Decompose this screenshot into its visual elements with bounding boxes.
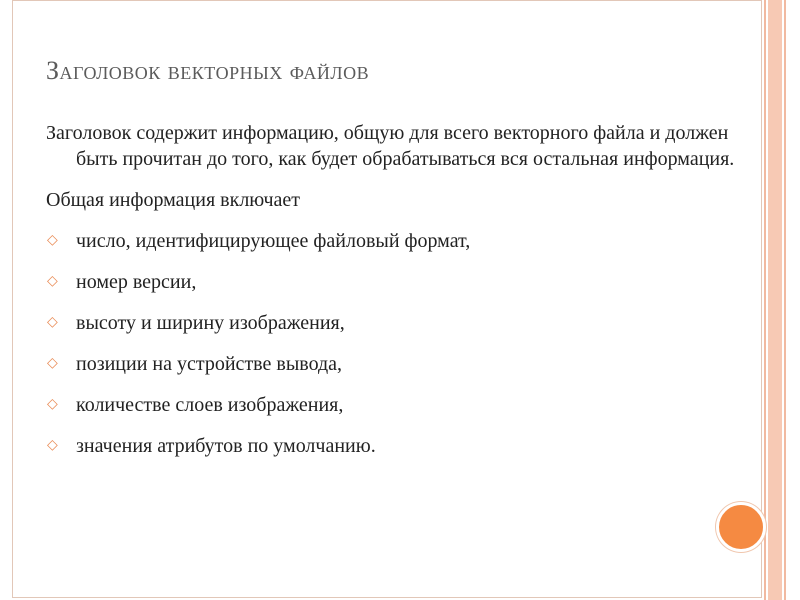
list-item-text: высоту и ширину изображения, bbox=[76, 312, 345, 334]
accent-circle bbox=[716, 502, 766, 552]
decorative-stripe-right bbox=[784, 0, 786, 600]
bullet-list bbox=[46, 228, 746, 459]
hollow-diamond-bullet-icon: ◇ bbox=[47, 397, 58, 412]
list-item-text: номер версии, bbox=[76, 271, 197, 293]
list-item-text: число, идентифицирующее файловый формат, bbox=[76, 230, 471, 252]
slide-body bbox=[46, 120, 746, 474]
list-item-text: значения атрибутов по умолчанию. bbox=[76, 435, 376, 457]
list-item bbox=[46, 269, 746, 295]
paragraph-intro: Заголовок содержит информацию, общую для всего векторного файла и должен быть прочитан до того, как будет обрабатываться вся остальная информация. bbox=[46, 122, 735, 170]
list-item-text: позиции на устройстве вывода, bbox=[76, 353, 343, 375]
hollow-diamond-bullet-icon: ◇ bbox=[47, 356, 58, 371]
list-item bbox=[46, 433, 746, 459]
decorative-stripe-wide bbox=[768, 0, 782, 600]
hollow-diamond-bullet-icon: ◇ bbox=[47, 274, 58, 289]
slide-title: Заголовок векторных файлов bbox=[46, 56, 370, 85]
hollow-diamond-bullet-icon: ◇ bbox=[47, 438, 58, 453]
list-item bbox=[46, 310, 746, 336]
list-item bbox=[46, 351, 746, 377]
paragraph-lead: Общая информация включает bbox=[46, 189, 301, 211]
list-item bbox=[46, 228, 746, 254]
decorative-stripe-left bbox=[764, 0, 766, 600]
list-item-text: количестве слоев изображения, bbox=[76, 394, 344, 416]
list-item bbox=[46, 392, 746, 418]
hollow-diamond-bullet-icon: ◇ bbox=[47, 315, 58, 330]
hollow-diamond-bullet-icon: ◇ bbox=[47, 233, 58, 248]
